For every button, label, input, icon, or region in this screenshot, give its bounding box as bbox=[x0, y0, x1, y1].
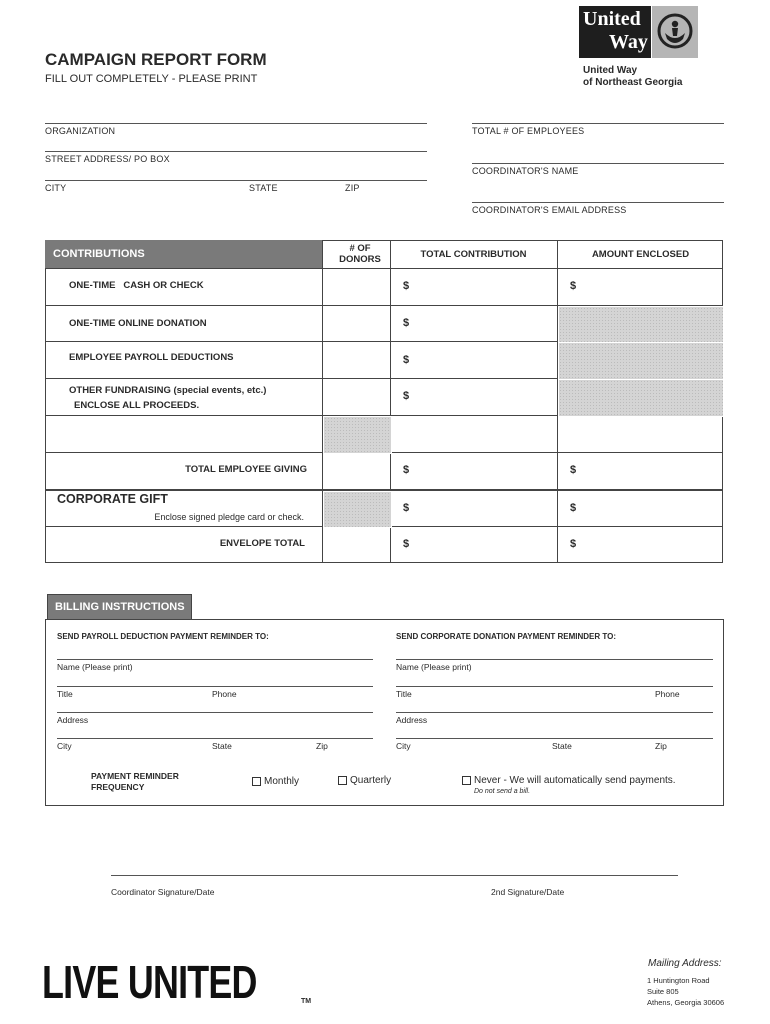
logo-text-united: United bbox=[583, 8, 641, 30]
payroll-address-input[interactable] bbox=[57, 698, 373, 711]
payroll-zip-label: Zip bbox=[316, 741, 328, 751]
organization-label: ORGANIZATION bbox=[45, 126, 116, 136]
state-label: STATE bbox=[249, 183, 278, 193]
state-input[interactable] bbox=[249, 165, 339, 179]
total-other-input[interactable] bbox=[415, 381, 553, 413]
corporate-city-state-zip-input[interactable] bbox=[396, 724, 713, 737]
payroll-title-label: Title bbox=[57, 689, 73, 699]
corporate-title-phone-input[interactable] bbox=[396, 672, 713, 685]
row-label-other-fundraising: OTHER FUNDRAISING (special events, etc.) bbox=[69, 385, 267, 396]
corporate-title-label: Title bbox=[396, 689, 412, 699]
payroll-state-label: State bbox=[212, 741, 232, 751]
total-payroll-input[interactable] bbox=[415, 344, 553, 376]
checkbox-icon[interactable] bbox=[338, 776, 347, 785]
second-signature-label: 2nd Signature/Date bbox=[491, 887, 565, 897]
monthly-option[interactable] bbox=[252, 776, 299, 787]
corporate-state-label: State bbox=[552, 741, 572, 751]
monthly-option-label: Monthly bbox=[264, 776, 300, 787]
never-option-label: Never - We will automatically send payments. bbox=[474, 775, 676, 786]
row-label-payroll-deductions: EMPLOYEE PAYROLL DEDUCTIONS bbox=[69, 352, 234, 363]
currency-sign: $ bbox=[403, 317, 410, 329]
corporate-reminder-heading: SEND CORPORATE DONATION PAYMENT REMINDER TO: bbox=[396, 632, 617, 641]
coordinator-signature-label: Coordinator Signature/Date bbox=[111, 887, 215, 897]
coordinator-name-label: COORDINATOR'S NAME bbox=[472, 166, 579, 176]
donors-cash-input[interactable] bbox=[325, 271, 387, 303]
row-label-online-donation: ONE-TIME ONLINE DONATION bbox=[69, 318, 207, 329]
payroll-reminder-heading: SEND PAYROLL DEDUCTION PAYMENT REMINDER TO: bbox=[57, 632, 269, 641]
donors-envelope-input[interactable] bbox=[325, 529, 387, 561]
amount-enclosed-column-header: AMOUNT ENCLOSED bbox=[591, 249, 690, 260]
city-label: CITY bbox=[45, 183, 67, 193]
frequency-label-line2: FREQUENCY bbox=[91, 782, 145, 792]
quarterly-option[interactable] bbox=[338, 775, 391, 786]
quarterly-option-label: Quarterly bbox=[350, 775, 392, 786]
corporate-gift-label: CORPORATE GIFT bbox=[57, 492, 168, 506]
currency-sign: $ bbox=[570, 280, 577, 292]
zip-input[interactable] bbox=[345, 165, 427, 179]
never-option-note: Do not send a bill. bbox=[474, 788, 531, 795]
coordinator-signature-input[interactable] bbox=[111, 858, 391, 873]
live-united-slogan: LIVE UNITED bbox=[42, 956, 257, 1008]
never-option[interactable] bbox=[462, 775, 676, 786]
total-cash-input[interactable] bbox=[415, 271, 553, 303]
enclosed-corporate-gift-input[interactable] bbox=[582, 493, 720, 524]
united-way-logo bbox=[579, 6, 698, 58]
page-title: CAMPAIGN REPORT FORM bbox=[45, 50, 267, 69]
contributions-table bbox=[45, 240, 723, 563]
donors-other-input[interactable] bbox=[325, 381, 387, 413]
corporate-gift-note: Enclose signed pledge card or check. bbox=[154, 512, 304, 522]
donors-payroll-input[interactable] bbox=[325, 344, 387, 376]
payroll-address-label: Address bbox=[57, 715, 89, 725]
corporate-city-label: City bbox=[396, 741, 411, 751]
total-employee-giving-label: TOTAL EMPLOYEE GIVING bbox=[185, 464, 307, 475]
currency-sign: $ bbox=[403, 464, 410, 476]
coordinator-email-label: COORDINATOR'S EMAIL ADDRESS bbox=[472, 205, 627, 215]
donors-total-employee-input[interactable] bbox=[325, 455, 387, 487]
currency-sign: $ bbox=[403, 502, 410, 514]
address-line2: Suite 805 bbox=[647, 987, 679, 996]
corporate-name-label: Name (Please print) bbox=[396, 662, 472, 672]
donors-column-header: # OF DONORS bbox=[339, 243, 381, 265]
total-contribution-column-header: TOTAL CONTRIBUTION bbox=[420, 249, 527, 260]
total-employees-input[interactable] bbox=[472, 108, 724, 122]
payroll-name-label: Name (Please print) bbox=[57, 662, 133, 672]
organization-input[interactable] bbox=[45, 108, 427, 122]
org-name-line2: of Northeast Georgia bbox=[583, 77, 683, 88]
frequency-label-line1: PAYMENT REMINDER bbox=[91, 771, 179, 781]
currency-sign: $ bbox=[403, 390, 410, 402]
city-input[interactable] bbox=[45, 165, 245, 179]
coordinator-name-input[interactable] bbox=[472, 148, 724, 162]
row-label-enclose-proceeds: ENCLOSE ALL PROCEEDS. bbox=[74, 400, 200, 411]
contributions-header: CONTRIBUTIONS bbox=[45, 240, 322, 268]
donors-online-input[interactable] bbox=[325, 308, 387, 339]
payroll-city-label: City bbox=[57, 741, 72, 751]
row-label-cash-check: ONE-TIME CASH OR CHECK bbox=[69, 280, 204, 291]
org-name-line1: United Way bbox=[583, 65, 638, 76]
logo-text-way: Way bbox=[609, 31, 648, 53]
street-address-label: STREET ADDRESS/ PO BOX bbox=[45, 154, 170, 164]
corporate-zip-label: Zip bbox=[655, 741, 667, 751]
checkbox-icon[interactable] bbox=[252, 777, 261, 786]
checkbox-icon[interactable] bbox=[462, 776, 471, 785]
enclosed-cash-input[interactable] bbox=[582, 271, 720, 303]
corporate-phone-label: Phone bbox=[655, 689, 680, 699]
enclosed-employee-giving-input[interactable] bbox=[582, 455, 720, 487]
total-employees-label: TOTAL # OF EMPLOYEES bbox=[472, 126, 585, 136]
enclosed-envelope-input[interactable] bbox=[582, 529, 720, 561]
currency-sign: $ bbox=[403, 354, 410, 366]
second-signature-input[interactable] bbox=[491, 858, 678, 873]
currency-sign: $ bbox=[570, 464, 577, 476]
total-online-input[interactable] bbox=[415, 308, 553, 339]
hand-emblem-icon bbox=[652, 6, 698, 58]
coordinator-email-input[interactable] bbox=[472, 187, 724, 201]
total-envelope-input[interactable] bbox=[415, 529, 553, 561]
mailing-address-heading: Mailing Address: bbox=[648, 958, 722, 969]
total-corporate-gift-input[interactable] bbox=[415, 493, 553, 524]
payroll-phone-label: Phone bbox=[212, 689, 237, 699]
envelope-total-label: ENVELOPE TOTAL bbox=[219, 538, 305, 549]
currency-sign: $ bbox=[570, 538, 577, 550]
payment-reminder-frequency-label bbox=[91, 771, 179, 793]
corporate-address-input[interactable] bbox=[396, 698, 713, 711]
address-line1: 1 Huntington Road bbox=[647, 976, 710, 985]
org-name bbox=[583, 65, 682, 89]
zip-label: ZIP bbox=[345, 183, 360, 193]
billing-instructions-header: BILLING INSTRUCTIONS bbox=[47, 594, 192, 620]
address-line3: Athens, Georgia 30606 bbox=[647, 998, 725, 1007]
total-employee-giving-input[interactable] bbox=[415, 455, 553, 487]
page-subtitle: FILL OUT COMPLETELY - PLEASE PRINT bbox=[45, 73, 258, 85]
currency-sign: $ bbox=[403, 538, 410, 550]
corporate-name-input[interactable] bbox=[396, 645, 713, 658]
corporate-address-label: Address bbox=[396, 715, 428, 725]
payroll-city-state-zip-input[interactable] bbox=[57, 724, 373, 737]
currency-sign: $ bbox=[403, 280, 410, 292]
payroll-title-phone-input[interactable] bbox=[57, 672, 373, 685]
street-address-input[interactable] bbox=[45, 136, 427, 150]
trademark-mark: TM bbox=[301, 998, 312, 1005]
mailing-address bbox=[647, 975, 724, 1008]
currency-sign: $ bbox=[570, 502, 577, 514]
payroll-name-input[interactable] bbox=[57, 645, 373, 658]
